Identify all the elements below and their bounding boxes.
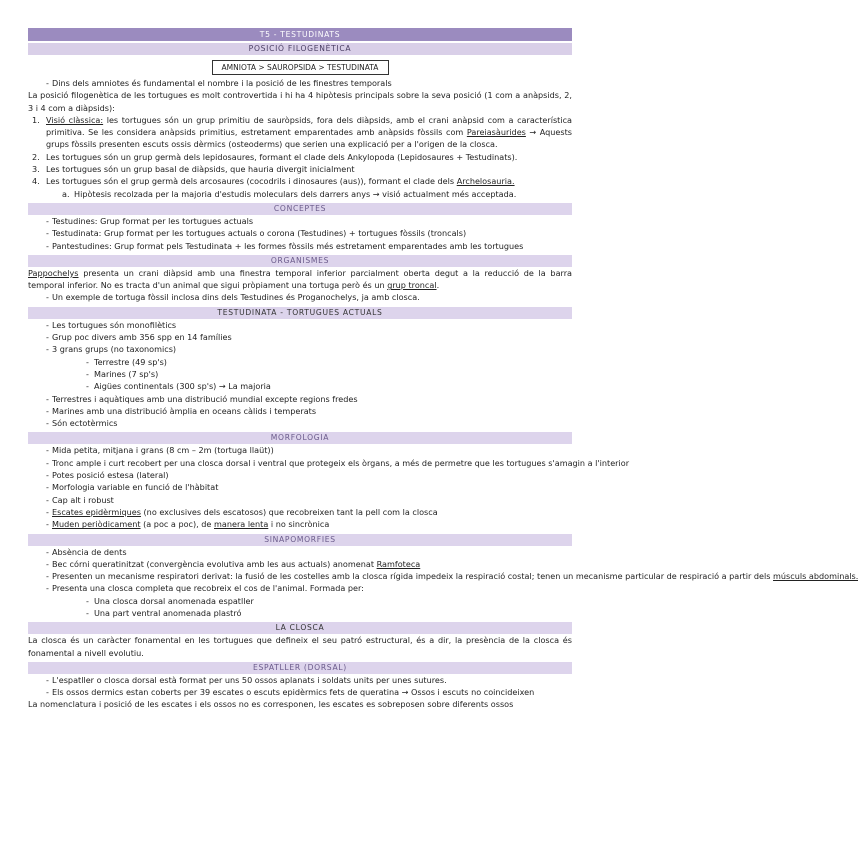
list-item: - Testudines: Grup format per les tortugues actuals xyxy=(28,215,572,227)
underlined-term: Archelosauria. xyxy=(456,176,515,187)
item-text: (no exclusives dels escatosos) que recobreixen tant la pell com la closca xyxy=(140,506,438,517)
underlined-term: Pappochelys xyxy=(28,267,79,278)
item-number: 2. xyxy=(32,151,40,162)
section-heading-conceptes: CONCEPTES xyxy=(28,203,572,215)
list-item: - 3 grans grups (no taxonomics) xyxy=(28,343,572,355)
section-heading-sinapomorfies: SINAPOMORFIES xyxy=(28,534,572,546)
sub-list-item: - Aigües continentals (300 sp's) → La majoria xyxy=(28,380,572,392)
list-item: - L'espatller o closca dorsal està format per uns 50 ossos aplanats i soldats units per unes sutures. xyxy=(28,674,572,686)
list-item xyxy=(28,570,858,582)
section-heading-filogenia: POSICIÓ FILOGENÈTICA xyxy=(28,43,572,55)
list-item: - Un exemple de tortuga fòssil inclosa dins dels Testudines és Proganochelys, ja amb closca. xyxy=(28,291,572,303)
list-item: - Pantestudines: Grup format pels Testudinata + les formes fòssils més estretament emparentades amb les tortugues xyxy=(28,240,572,252)
section-heading-morfologia: MORFOLOGIA xyxy=(28,432,572,444)
underlined-term: Visió clàssica: xyxy=(46,114,104,125)
item-text: Bec córni queratinitzat (convergència evolutiva amb les aus actuals) anomenat xyxy=(52,558,377,569)
list-item: - Els ossos dermics estan coberts per 39 escates o escuts epidèrmics fets de queratina → Ossos i escuts no coincideixen xyxy=(28,686,572,698)
list-item: - Tronc ample i curt recobert per una closca dorsal i ventral que protegeix els òrgans, a més de permetre que les tortugues s'amagin a l'interior xyxy=(28,457,572,469)
item-number: 4. xyxy=(32,176,40,187)
list-item: - Potes posició estesa (lateral) xyxy=(28,469,572,481)
numbered-item xyxy=(28,114,572,151)
item-text: i no sincrònica xyxy=(268,519,330,530)
page-title: T5 - TESTUDINATS xyxy=(28,28,572,41)
paragraph: La nomenclatura i posició de les escates i els ossos no es corresponen, les escates es sobreposen sobre diferents ossos xyxy=(28,699,514,710)
list-item: - Les tortugues són monofilètics xyxy=(28,319,572,331)
item-text: (a poc a poc), de xyxy=(140,519,214,530)
item-text: → Aquests grups fòssils presenten escuts ossis dèrmics (osteoderms) que serien una explicació per a l'origen de la closca. xyxy=(46,127,572,150)
underlined-term: Escates epidèrmiques xyxy=(52,506,141,517)
paragraph xyxy=(28,267,572,292)
numbered-item xyxy=(28,151,572,163)
item-text: les tortugues són un grup primitiu de sauròpsids, fora dels diàpsids, amb el crani anàpsid com a característica primitiva. Se les considera anàpsids primitius, estretament emparentades amb anàpsids fòssils com xyxy=(46,114,573,138)
sub-list-item: - Marines (7 sp's) xyxy=(28,368,572,380)
list-item xyxy=(28,558,572,570)
list-item: - Marines amb una distribució àmplia en oceans càlids i temperats xyxy=(28,405,572,417)
lettered-item xyxy=(28,188,572,200)
underlined-term: manera lenta xyxy=(214,519,269,530)
paragraph-text: presenta un crani diàpsid amb una finestra temporal inferior parcialment oberta degut a la reducció de la barra temporal inferior. No es tracta d'un animal que sigui pròpiament una tortuga però és un xyxy=(28,267,572,291)
item-text: Presenten un mecanisme respiratori derivat: la fusió de les costelles amb la closca rígida impedeix la respiració costal; tenen un mecanisme particular de respiració a partir dels xyxy=(52,571,774,582)
list-item: - Morfologia variable en funció de l'hàbitat xyxy=(28,481,572,493)
list-item: - Grup poc divers amb 356 spp en 14 famílies xyxy=(28,331,572,343)
section-heading-organismes: ORGANISMES xyxy=(28,255,572,267)
section-heading-espatller: ESPATLLER (DORSAL) xyxy=(28,662,572,674)
numbered-item xyxy=(28,175,572,187)
paragraph: La closca és un caràcter fonamental en les tortugues que defineix el seu patró estructural, és a dir, la presència de la closca és fonamental a nivell evolutiu. xyxy=(28,635,572,658)
section-heading-testudinata: TESTUDINATA - TORTUGUES ACTUALS xyxy=(28,307,572,319)
list-item xyxy=(28,506,572,518)
list-item: - Presenta una closca completa que recobreix el cos de l'animal. Formada per: xyxy=(28,582,572,594)
item-number: 1. xyxy=(32,114,40,125)
underlined-term: Ramfoteca xyxy=(376,558,421,569)
section-heading-closca: LA CLOSCA xyxy=(28,622,572,634)
numbered-item xyxy=(28,163,572,175)
paragraph: La posició filogenètica de les tortugues es molt controvertida i hi ha 4 hipòtesis principals sobre la seva posició (1 com a anàpsids, 2, 3 i 4 com a diàpsids): xyxy=(28,90,572,113)
underlined-term: grup troncal xyxy=(387,280,437,291)
list-item xyxy=(28,518,572,530)
item-text: Hipòtesis recolzada per la majoria d'estudis moleculars dels darrers anys → visió actualment més acceptada. xyxy=(74,188,517,199)
list-item: - Dins dels amniotes és fundamental el nombre i la posició de les finestres temporals xyxy=(28,77,572,89)
underlined-term: Pareiasàurides xyxy=(466,127,526,138)
sub-list-item: - Una part ventral anomenada plastró xyxy=(28,607,572,619)
paragraph-text: . xyxy=(436,280,440,291)
item-text: Les tortugues són el grup germà dels arcosaures (cocodrils i dinosaures (aus)), formant el clade dels xyxy=(46,176,457,187)
sub-list-item: - Una closca dorsal anomenada espatller xyxy=(28,595,572,607)
underlined-term: músculs abdominals. xyxy=(773,571,858,582)
sub-list-item: - Terrestre (49 sp's) xyxy=(28,356,572,368)
item-text: Les tortugues són un grup basal de diàpsids, que hauria divergit inicialment xyxy=(46,164,355,175)
phylogeny-chain-box: AMNIOTA > SAUROPSIDA > TESTUDINATA xyxy=(212,60,389,75)
list-item: - Cap alt i robust xyxy=(28,494,572,506)
list-item: - Són ectotèrmics xyxy=(28,417,572,429)
item-text: Les tortugues són un grup germà dels lepidosaures, formant el clade dels Ankylopoda (Lepidosaures + Testudinats). xyxy=(46,151,518,162)
list-item: - Mida petita, mitjana i grans (8 cm – 2m (tortuga llaüt)) xyxy=(28,444,572,456)
underlined-term: Muden periòdicament xyxy=(52,519,141,530)
document-page xyxy=(28,28,858,711)
item-letter: a. xyxy=(62,188,70,199)
list-item: - Testudinata: Grup format per les tortugues actuals o corona (Testudines) + tortugues fòssils (troncals) xyxy=(28,227,572,239)
item-number: 3. xyxy=(32,164,40,175)
list-item: - Terrestres i aquàtiques amb una distribució mundial excepte regions fredes xyxy=(28,393,572,405)
list-item: - Absència de dents xyxy=(28,546,572,558)
